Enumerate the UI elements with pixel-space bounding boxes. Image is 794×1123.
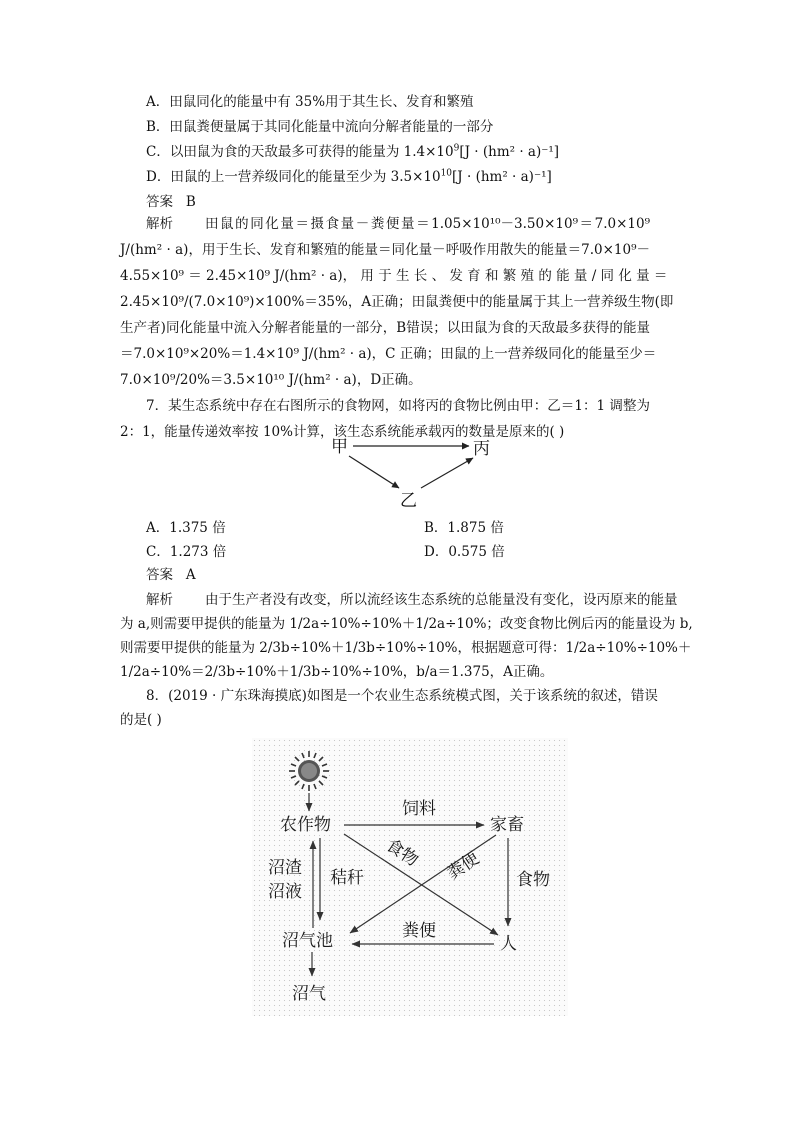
sun-icon	[289, 751, 329, 791]
q6-analysis-label: 解析	[146, 216, 173, 232]
q7-analysis-line: 由于生产者没有改变，所以流经该生态系统的总能量没有变化，设丙原来的能量	[205, 592, 678, 608]
node-jia: 甲	[331, 437, 348, 457]
q7-option-b: B．1.875 倍	[424, 520, 504, 536]
agro-ecosystem-diagram	[252, 738, 568, 1016]
arrow-livestock-pool	[350, 835, 496, 933]
q6-analysis-line: 4.55×10⁹ ＝ 2.45×10⁹ J/(hm² · a)， 用 于 生 长 、 发 育 和 繁 殖 的 能 量 / 同 化 量 ＝	[120, 268, 668, 284]
q8-stem-line: 8．(2019 · 广东珠海摸底)如图是一个农业生态系统模式图，关于该系统的叙述，错误	[146, 688, 658, 704]
q6-analysis-line: J/(hm² · a)，用于生长、发育和繁殖的能量＝同化量－呼吸作用散失的能量＝7.0×10⁹－	[120, 242, 650, 258]
label-food-diag: 食物	[382, 835, 422, 871]
q6-option-c: C．以田鼠为食的天敌最多可获得的能量为 $1.4\times 10^9[J \cdot (hm^2 \cdot a)^{-1}]$	[146, 143, 560, 160]
q6-analysis-line: 2.45×10⁹/(7.0×10⁹)×100%＝35%，A正确；田鼠粪便中的能量属于其上一营养级生物(即	[120, 294, 674, 310]
arrow-yi-bing	[421, 458, 473, 488]
q7-analysis-line: 则需要甲提供的能量为 2/3b÷10%＋1/3b÷10%÷10%，根据题意可得：1/2a÷10%÷10%＋	[120, 640, 692, 656]
q6-answer: 答案 B	[146, 194, 196, 210]
q7-stem-line: 7．某生态系统中存在右图所示的食物网，如将丙的食物比例由甲：乙＝1：1 调整为	[146, 398, 650, 414]
label-manure-bottom: 粪便	[402, 921, 436, 941]
label-straw: 秸秆	[330, 868, 364, 888]
node-human: 人	[500, 934, 517, 954]
q6-option-b: B．田鼠粪便量属于其同化能量中流向分解者能量的一部分	[146, 119, 494, 135]
node-crops: 农作物	[280, 815, 331, 835]
q6-analysis-line: ＝7.0×10⁹×20%＝1.4×10⁹ J/(hm² · a)，C 正确；田鼠的上一营养级同化的能量至少＝	[120, 346, 657, 362]
q7-option-a: A．1.375 倍	[146, 520, 226, 536]
q6-analysis-line: 田鼠的同化量＝摄食量－粪便量＝1.05×10¹⁰－3.50×10⁹＝7.0×10⁹	[205, 216, 650, 232]
q7-analysis-line: 1/2a÷10%＝2/3b÷10%＋1/3b÷10%÷10%，b/a＝1.375，A正确。	[120, 664, 554, 680]
q7-analysis-label: 解析	[146, 592, 173, 608]
q7-answer: 答案 A	[146, 567, 196, 583]
node-bing: 丙	[473, 439, 490, 459]
label-residue: 沼渣	[268, 858, 302, 878]
arrow-jia-yi	[349, 456, 399, 488]
q7-option-d: D．0.575 倍	[424, 544, 505, 560]
node-biogas-pool: 沼气池	[282, 931, 333, 951]
q6-option-d: D．田鼠的上一营养级同化的能量至少为 $3.5\times 10^{10}[J \cdot (hm^2 \cdot a)^{-1}]$	[146, 168, 552, 185]
label-slurry: 沼液	[268, 882, 302, 902]
q6-option-a: A．田鼠同化的能量中有 35%用于其生长、发育和繁殖	[146, 94, 474, 110]
food-web-diagram	[325, 430, 505, 520]
label-food-right: 食物	[516, 870, 550, 890]
q6-analysis-line: 生产者)同化能量中流入分解者能量的一部分，B错误；以田鼠为食的天敌最多获得的能量	[120, 320, 650, 336]
q8-stem-line: 的是( )	[120, 712, 162, 728]
label-manure-diag: 粪便	[443, 848, 483, 885]
node-yi: 乙	[400, 491, 417, 511]
label-feed: 饲料	[402, 799, 436, 819]
q6-analysis-line: 7.0×10⁹/20%＝3.5×10¹⁰ J/(hm² · a)，D正确。	[120, 372, 422, 388]
q7-option-c: C．1.273 倍	[146, 544, 227, 560]
q7-stem-line: 2：1，能量传递效率按 10%计算，该生态系统能承载丙的数量是原来的( )	[120, 424, 565, 440]
node-biogas: 沼气	[292, 984, 326, 1004]
q7-analysis-line: 为 a,则需要甲提供的能量为 1/2a÷10%÷10%＋1/2a÷10%；改变食物比例后丙的能量设为 b,	[120, 616, 693, 632]
node-livestock: 家畜	[490, 815, 524, 835]
